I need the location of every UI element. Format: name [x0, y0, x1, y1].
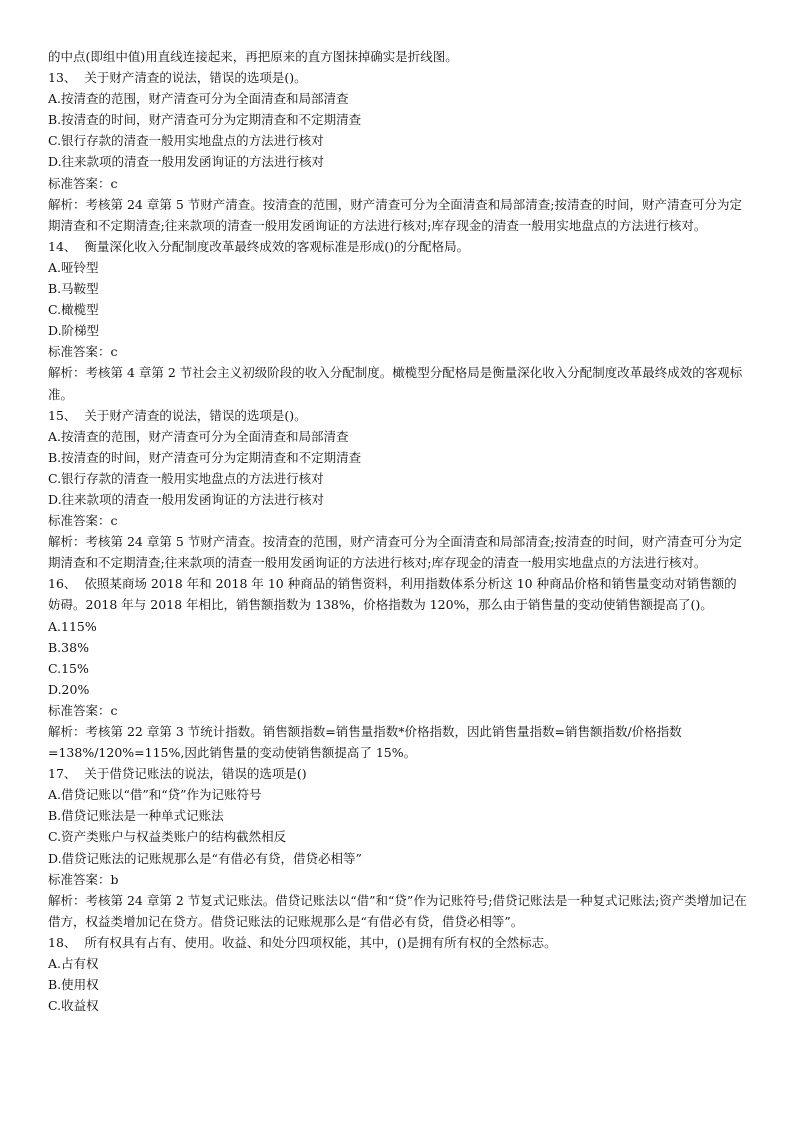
question-stem	[48, 573, 748, 615]
option-c: C.15%	[48, 660, 89, 676]
question-text: 关于借贷记账法的说法，错误的选项是()	[84, 766, 307, 782]
option-a: A.115%	[48, 618, 97, 634]
answer-line: 标准答案：b	[48, 871, 119, 887]
option-a: A.借贷记账以“借”和“贷”作为记账符号	[48, 787, 262, 803]
answer-line: 标准答案：c	[48, 702, 118, 718]
option-a: A.按清查的范围，财产清查可分为全面清查和局部清查	[48, 91, 349, 107]
option-d: D.借贷记账法的记账规那么是“有借必有贷，借贷必相等”	[48, 850, 362, 866]
question-18	[48, 932, 748, 1016]
question-text: 依照某商场 2018 年和 2018 年 10 种商品的销售资料，利用指数体系分析这 10 种商品价格和销售量变动对销售额的妨碍。2018 年与 2018 年相比，销售额指数为 138%，价格指数为 120%，那么由于销售量的变动使销售额提高了()。	[48, 576, 737, 613]
analysis-text: 解析：考核第 24 章第 5 节财产清查。按清查的范围，财产清查可分为全面清查和局部清查;按清查的时间，财产清查可分为定期清查和不定期清查;往来款项的清查一般用发函询证的方法进行核对;库存现金的清查一般用实地盘点的方法进行核对。	[48, 534, 742, 571]
option-c: C.银行存款的清查一般用实地盘点的方法进行核对	[48, 133, 324, 149]
option-c: C.收益权	[48, 998, 99, 1014]
option-d: D.20%	[48, 681, 90, 697]
option-b: B.借贷记账法是一种单式记账法	[48, 808, 224, 824]
option-a: A.占有权	[48, 956, 99, 972]
question-13	[48, 67, 748, 236]
option-d: D.往来款项的清查一般用发函询证的方法进行核对	[48, 154, 325, 170]
analysis-text: 解析：考核第 24 章第 2 节复式记账法。借贷记账法以“借”和“贷”作为记账符号;借贷记账法是一种复式记账法;资产类增加记在借方，权益类增加记在贷方。借贷记账法的记账规那么是“有借必有贷，借贷必相等”。	[48, 892, 747, 929]
question-number: 14、	[48, 238, 77, 254]
answer-line: 标准答案：c	[48, 513, 118, 529]
analysis-text: 解析：考核第 22 章第 3 节统计指数。销售额指数=销售量指数*价格指数，因此销售量指数=销售额指数/价格指数=138%/120%=115%,因此销售量的变动使销售额提高了 15%。	[48, 724, 682, 761]
option-c: C.橄榄型	[48, 302, 99, 318]
question-stem	[48, 932, 748, 953]
answer-line: 标准答案：c	[48, 175, 118, 191]
question-stem	[48, 405, 748, 426]
question-number: 13、	[48, 70, 77, 86]
question-15	[48, 405, 748, 574]
option-b: B.按清查的时间，财产清查可分为定期清查和不定期清查	[48, 449, 362, 465]
question-stem	[48, 763, 748, 784]
question-text: 所有权具有占有、使用。收益、和处分四项权能，其中，()是拥有所有权的全然标志。	[84, 934, 557, 950]
question-number: 17、	[48, 766, 77, 782]
option-b: B.38%	[48, 639, 89, 655]
analysis-text: 解析：考核第 24 章第 5 节财产清查。按清查的范围，财产清查可分为全面清查和局部清查;按清查的时间，财产清查可分为定期清查和不定期清查;往来款项的清查一般用发函询证的方法进行核对;库存现金的清查一般用实地盘点的方法进行核对。	[48, 196, 742, 233]
option-a: A.按清查的范围，财产清查可分为全面清查和局部清查	[48, 428, 349, 444]
analysis-text: 解析：考核第 4 章第 2 节社会主义初级阶段的收入分配制度。橄榄型分配格局是衡量深化收入分配制度改革最终成效的客观标准。	[48, 365, 743, 402]
question-16	[48, 573, 748, 763]
question-text: 关于财产清查的说法，错误的选项是()。	[84, 407, 307, 423]
option-a: A.哑铃型	[48, 259, 99, 275]
question-number: 15、	[48, 407, 77, 423]
question-14	[48, 236, 748, 405]
option-b: B.使用权	[48, 977, 99, 993]
option-b: B.按清查的时间，财产清查可分为定期清查和不定期清查	[48, 112, 362, 128]
answer-line: 标准答案：c	[48, 344, 118, 360]
intro-text: 的中点(即组中值)用直线连接起来，再把原来的直方图抹掉确实是折线图。	[48, 49, 458, 64]
question-stem	[48, 236, 748, 257]
document-page	[48, 46, 748, 1016]
option-c: C.银行存款的清查一般用实地盘点的方法进行核对	[48, 470, 324, 486]
question-number: 18、	[48, 934, 77, 950]
option-c: C.资产类账户与权益类账户的结构截然相反	[48, 829, 287, 845]
question-stem	[48, 67, 748, 88]
option-d: D.往来款项的清查一般用发函询证的方法进行核对	[48, 491, 325, 507]
option-d: D.阶梯型	[48, 323, 100, 339]
question-text: 衡量深化收入分配制度改革最终成效的客观标准是形成()的分配格局。	[84, 238, 470, 254]
question-text: 关于财产清查的说法，错误的选项是()。	[84, 70, 307, 86]
question-number: 16、	[48, 576, 77, 592]
option-b: B.马鞍型	[48, 281, 99, 297]
question-17	[48, 763, 748, 932]
